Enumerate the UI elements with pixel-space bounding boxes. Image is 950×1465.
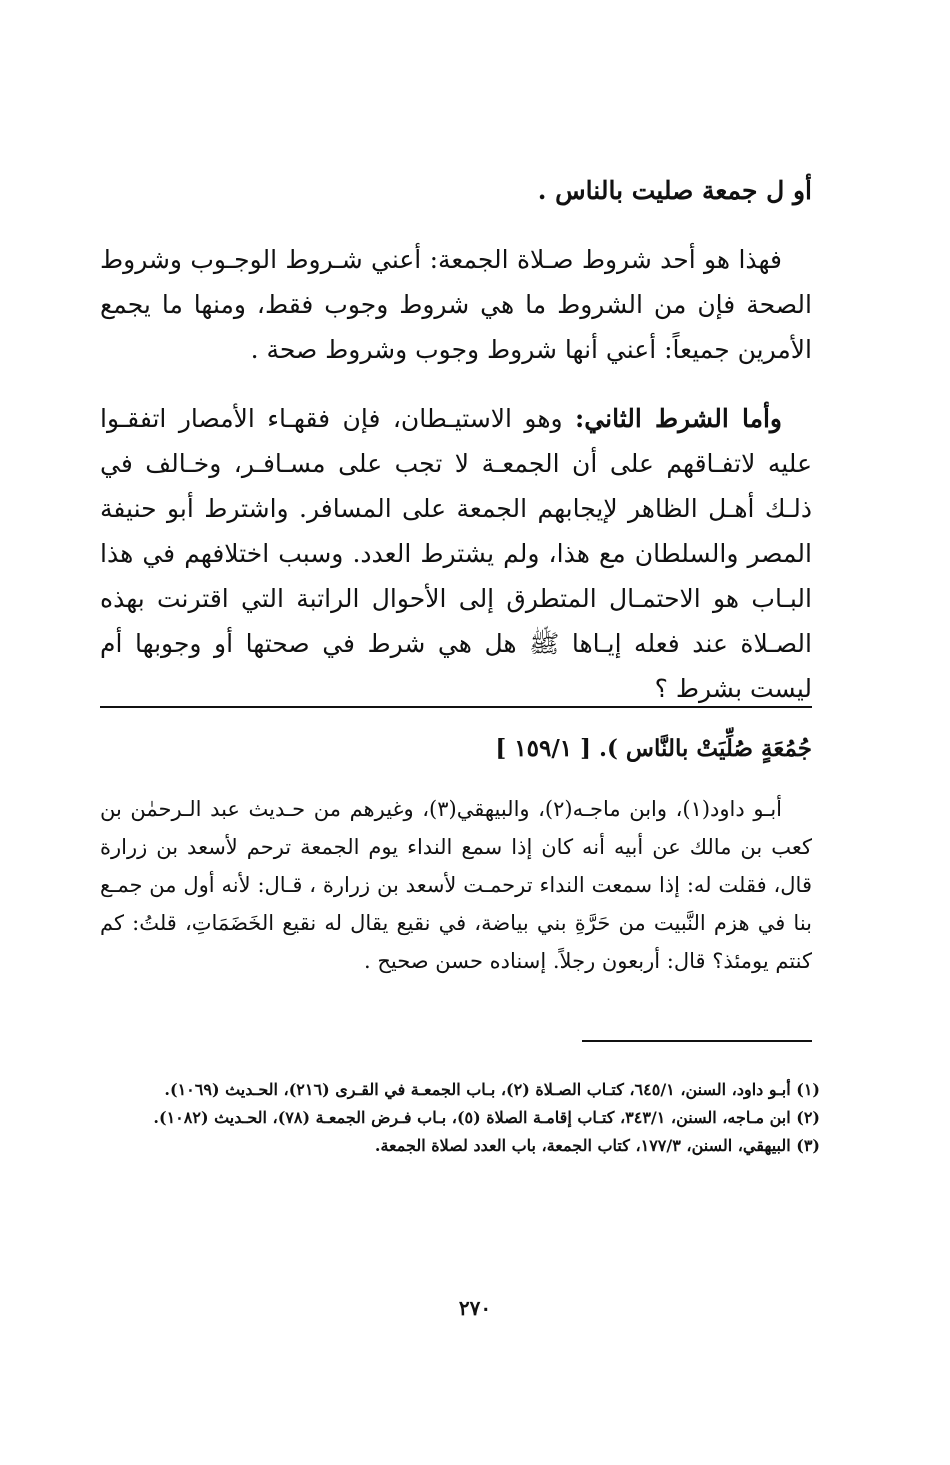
footnote-1: (١) أبـو داود، السنن، ٦٤٥/١، كتـاب الصـلاة (٢)، بـاب الجمعـة في القـرى (٢١٦)، الحـديث (١٠٦٩). — [164, 1080, 820, 1099]
section-divider — [100, 706, 812, 708]
lead-line: أو ل جمعة صليت بالناس . — [537, 176, 812, 205]
footnotes — [100, 1076, 820, 1160]
paragraph-conditions: فهذا هو أحد شروط صـلاة الجمعة: أعني شـروط الوجـوب وشروط الصحة فإن من الشروط ما هي شروط وجوب فقط، ومنها ما يجمع الأمرين جميعاً: أعني أنها شروط وجوب وشروط صحة . — [100, 245, 812, 364]
page-number: ٢٧٠ — [458, 1296, 492, 1320]
main-text — [100, 168, 812, 711]
commentary-heading: جُمُعَةٍ صُلِّيَتْ بالنَّاس ). [ ١٥٩/١ ] — [495, 735, 812, 762]
footnote-divider — [582, 1040, 812, 1042]
second-condition-text: وهو الاستيـطان، فإن فقهـاء الأمصار اتفقـوا عليه لاتفـاقهم على أن الجمعـة لا تجب على مسـافـر، وخـالف في ذلـك أهـل الظاهر لإيجابهم الجمعة على المسافر. واشترط أبو حنيفة المصر والسلطان مع هذا، ولم يشترط العدد. وسبب اختلافهم في هذا البـاب هو الاحتمـال المتطرق إلى الأحوال الراتبة التي اقترنت بهذه الصـلاة عند فعله إيـاها ﷺ هل هي شرط في صحتها أو وجوبها أم ليست بشرط ؟ — [100, 404, 812, 703]
footnote-2: (٢) ابن مـاجه، السنن، ٣٤٣/١، كتـاب إقامـة الصلاة (٥)، بـاب فـرض الجمعـة (٧٨)، الحـديث (١٠٨٢). — [153, 1108, 820, 1127]
paragraph-second-condition — [100, 396, 812, 711]
commentary-section — [100, 730, 812, 980]
commentary-body: أبـو داود(١)، وابن ماجـه(٢)، والبيهقي(٣)، وغيرهم من حـديث عبد الـرحمٰن بن كعب بن مالك عن أبيه أنه كان إذا سمع النداء يوم الجمعة ترحم لأسعد بن زرارة قال، فقلت له: إذا سمعت النداء ترحمـت لأسعد بن زرارة ، قـال: لأنه أول من جمـع بنا في هزم النَّبيت من حَرَّةِ بني بياضة، في نقيع يقال له نقيع الخَضَمَاتِ، قلتُ: كم كنتم يومئذ؟ قال: أربعون رجلاً. إسناده حسن صحيح . — [100, 797, 812, 973]
second-condition-keyword: وأما الشرط الثاني: — [575, 404, 782, 433]
footnote-3: (٣) البيهقي، السنن، ١٧٧/٣، كتاب الجمعة، باب العدد لصلاة الجمعة. — [374, 1136, 820, 1155]
